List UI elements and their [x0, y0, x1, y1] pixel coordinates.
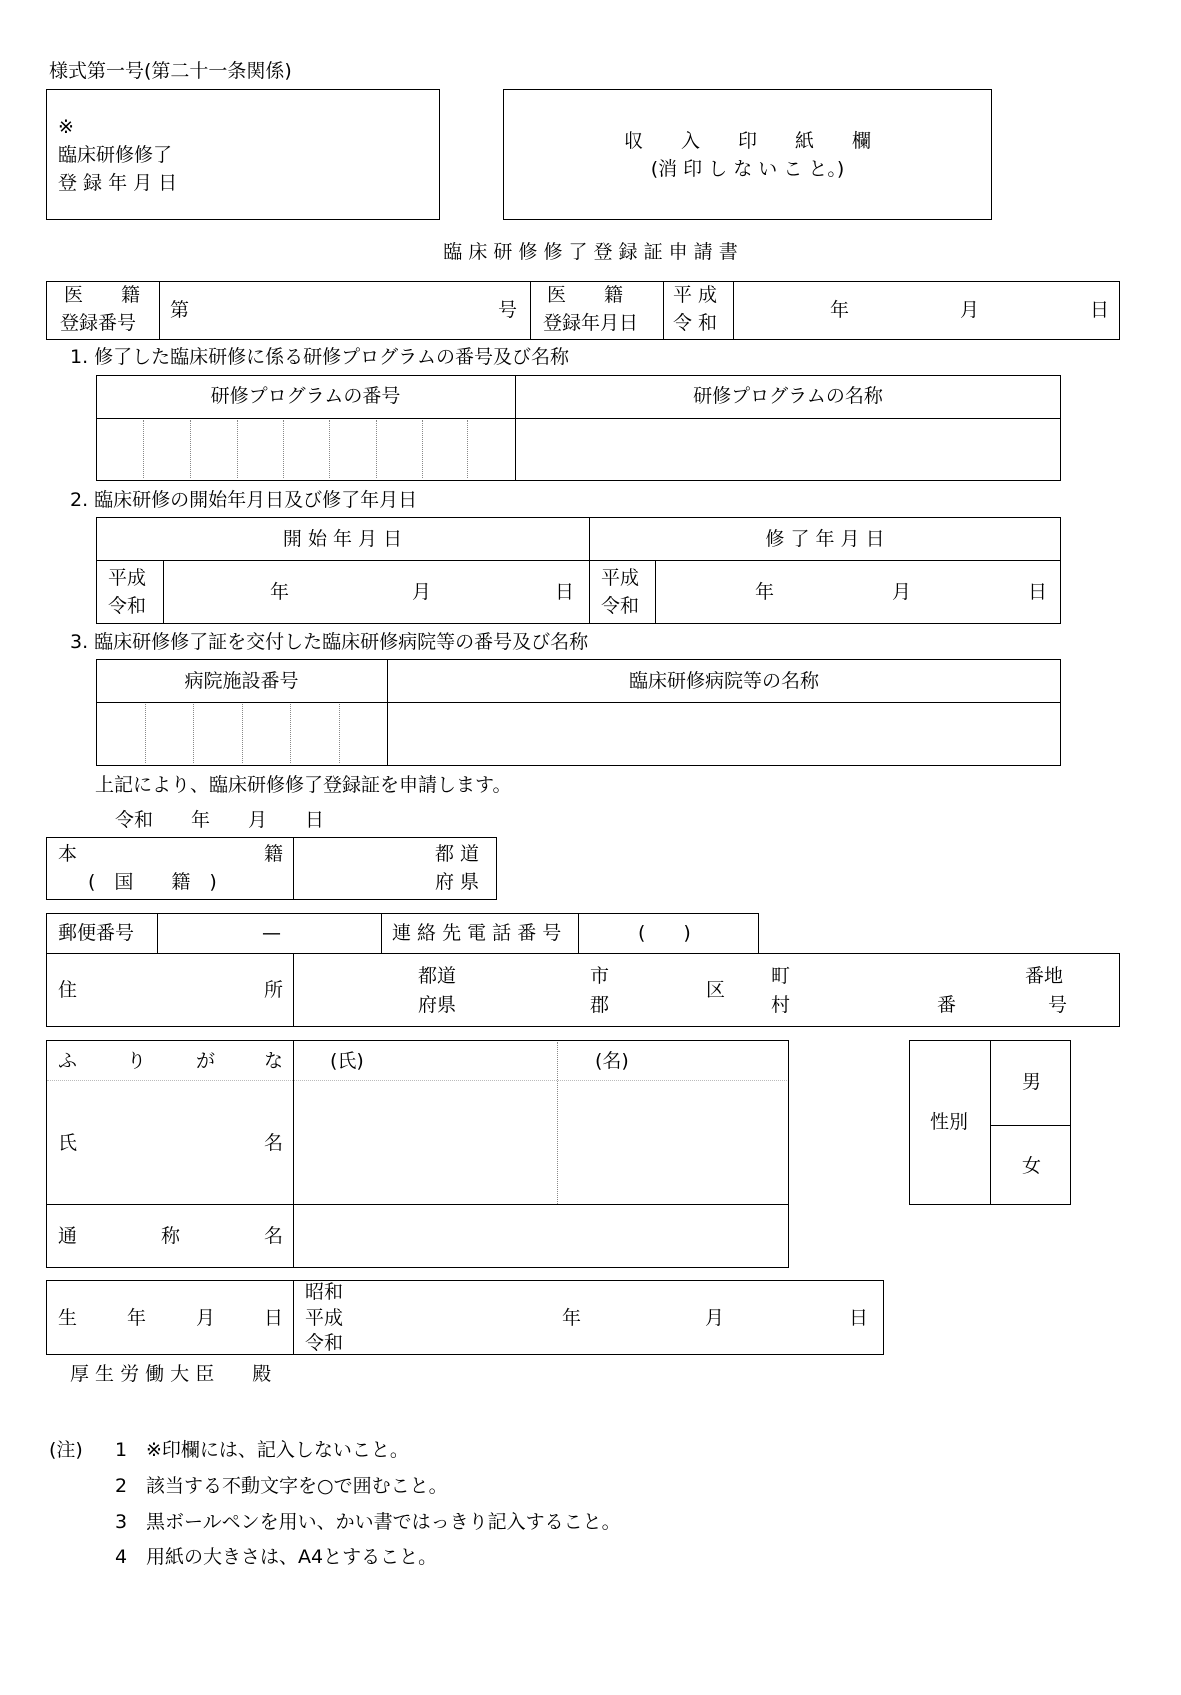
name-label-2: 名: [264, 1132, 284, 1154]
end-month: 月: [892, 581, 912, 603]
start-month: 月: [412, 581, 432, 603]
note-text: 黒ボールペンを用い、かい書ではっきり記入すること。: [146, 1511, 621, 1533]
furigana-label: な: [264, 1050, 284, 1072]
phone-input[interactable]: ( ): [638, 922, 691, 944]
revenue-note: (消 印 し な い こ と。): [650, 158, 845, 180]
alias-label: 通: [58, 1225, 78, 1247]
stamp-label-2: 登 録 年 月 日: [58, 172, 178, 194]
start-era-reiwa[interactable]: 令和: [108, 595, 147, 617]
address-go: 号: [1048, 994, 1068, 1016]
section3-heading: 3. 臨床研修修了証を交付した臨床研修病院等の番号及び名称: [70, 631, 589, 653]
program-number-input[interactable]: [98, 420, 513, 478]
note-number: 3: [115, 1511, 128, 1533]
revenue-stamp-box: [503, 89, 992, 220]
start-year: 年: [270, 581, 290, 603]
note-number: 4: [115, 1546, 128, 1568]
domicile-pref-2: 府 県: [435, 871, 480, 893]
address-ku: 区: [706, 979, 726, 1001]
address-ban: 番: [937, 994, 957, 1016]
surname-input[interactable]: [295, 1082, 556, 1203]
revenue-label: 収 入 印 紙 欄: [623, 130, 871, 152]
start-era-heisei[interactable]: 平成: [108, 567, 147, 589]
note-number: 2: [115, 1475, 128, 1497]
addressee: 厚 生 労 働 大 臣 殿: [70, 1363, 272, 1385]
stamp-label-1: 臨床研修修了: [58, 144, 173, 166]
birth-label: 年: [127, 1307, 147, 1329]
end-year: 年: [755, 581, 775, 603]
alias-label: 名: [264, 1225, 284, 1247]
birth-month: 月: [705, 1307, 725, 1329]
reg-era-reiwa[interactable]: 令 和: [673, 312, 718, 334]
address-pref-1: 都道: [418, 965, 457, 987]
end-day: 日: [1028, 581, 1048, 603]
domicile-label: 本: [58, 843, 78, 865]
address-town: 町: [771, 965, 791, 987]
address-pref-2: 府県: [418, 994, 457, 1016]
reg-day: 日: [1090, 299, 1110, 321]
name-label: 氏: [58, 1132, 78, 1154]
notes-prefix: (注): [49, 1439, 83, 1461]
nationality-label: ( 国 籍 ): [88, 871, 217, 893]
reg-go: 号: [498, 299, 518, 321]
hospital-name-header: 臨床研修病院等の名称: [628, 670, 819, 692]
address-village: 村: [771, 994, 791, 1016]
postal-code-label: 郵便番号: [58, 922, 135, 944]
section1-heading: 1. 修了した臨床研修に係る研修プログラムの番号及び名称: [70, 346, 569, 368]
note-text: ※印欄には、記入しないこと。: [146, 1439, 409, 1461]
alias-label: 称: [161, 1225, 181, 1247]
furigana-label: が: [196, 1050, 216, 1072]
phone-label: 連 絡 先 電 話 番 号: [392, 922, 562, 944]
birth-label: 生: [58, 1307, 78, 1329]
start-date-header: 開 始 年 月 日: [282, 528, 403, 550]
sex-female-option[interactable]: 女: [1022, 1155, 1042, 1177]
birth-era-showa[interactable]: 昭和: [305, 1281, 344, 1303]
reg-year: 年: [830, 299, 850, 321]
address-label-2: 所: [264, 979, 284, 1001]
furigana-label: ふ: [58, 1050, 78, 1072]
section2-heading: 2. 臨床研修の開始年月日及び修了年月日: [70, 489, 418, 511]
program-name-header: 研修プログラムの名称: [693, 385, 883, 407]
postal-code-input[interactable]: —: [262, 922, 281, 944]
program-name-input[interactable]: [517, 420, 1059, 478]
address-gun: 郡: [590, 994, 610, 1016]
furigana-label: り: [127, 1050, 147, 1072]
hospital-number-input[interactable]: [98, 704, 385, 763]
reg-era-heisei[interactable]: 平 成: [673, 284, 718, 306]
birth-label: 月: [196, 1307, 216, 1329]
given-name-input[interactable]: [559, 1082, 787, 1203]
sex-label: 性別: [930, 1111, 969, 1133]
page-title: 臨 床 研 修 修 了 登 録 証 申 請 書: [443, 241, 738, 263]
reg-num-label: 医 籍: [64, 284, 141, 306]
application-date[interactable]: 令和 年 月 日: [115, 809, 325, 831]
birth-label: 日: [264, 1307, 284, 1329]
address-city: 市: [590, 965, 610, 987]
end-date-header: 修 了 年 月 日: [765, 528, 885, 550]
alias-input[interactable]: [295, 1206, 787, 1266]
reg-dai: 第: [170, 299, 190, 321]
sex-male-option[interactable]: 男: [1022, 1071, 1042, 1093]
birthdate-table: [46, 1280, 884, 1355]
end-era-reiwa[interactable]: 令和: [601, 595, 640, 617]
stamp-mark: ※: [58, 116, 74, 138]
note-text: 用紙の大きさは、A4とすること。: [146, 1546, 438, 1568]
note-text: 該当する不動文字を○で囲むこと。: [146, 1475, 448, 1497]
note-number: 1: [115, 1439, 128, 1461]
start-day: 日: [555, 581, 575, 603]
surname-furigana-label[interactable]: (氏): [330, 1050, 364, 1072]
given-furigana-label[interactable]: (名): [595, 1050, 629, 1072]
end-era-heisei[interactable]: 平成: [601, 567, 640, 589]
birth-day: 日: [849, 1307, 869, 1329]
form-number: 様式第一号(第二十一条関係): [49, 60, 292, 82]
reg-num-label-2: 登録番号: [60, 312, 137, 334]
address-banchi: 番地: [1025, 965, 1064, 987]
reg-month: 月: [960, 299, 980, 321]
hospital-name-input[interactable]: [389, 704, 1059, 763]
program-number-header: 研修プログラムの番号: [210, 385, 401, 407]
address-input[interactable]: [295, 955, 1118, 1025]
birth-year: 年: [562, 1307, 582, 1329]
address-label: 住: [58, 979, 78, 1001]
domicile-label-2: 籍: [264, 843, 284, 865]
birth-era-heisei[interactable]: 平成: [305, 1307, 344, 1329]
domicile-pref-1: 都 道: [435, 843, 480, 865]
reg-date-label-2: 登録年月日: [543, 312, 639, 334]
declaration: 上記により、臨床研修修了登録証を申請します。: [95, 774, 512, 796]
birth-era-reiwa[interactable]: 令和: [305, 1332, 344, 1354]
hospital-number-header: 病院施設番号: [184, 670, 299, 692]
reg-date-label: 医 籍: [547, 284, 624, 306]
